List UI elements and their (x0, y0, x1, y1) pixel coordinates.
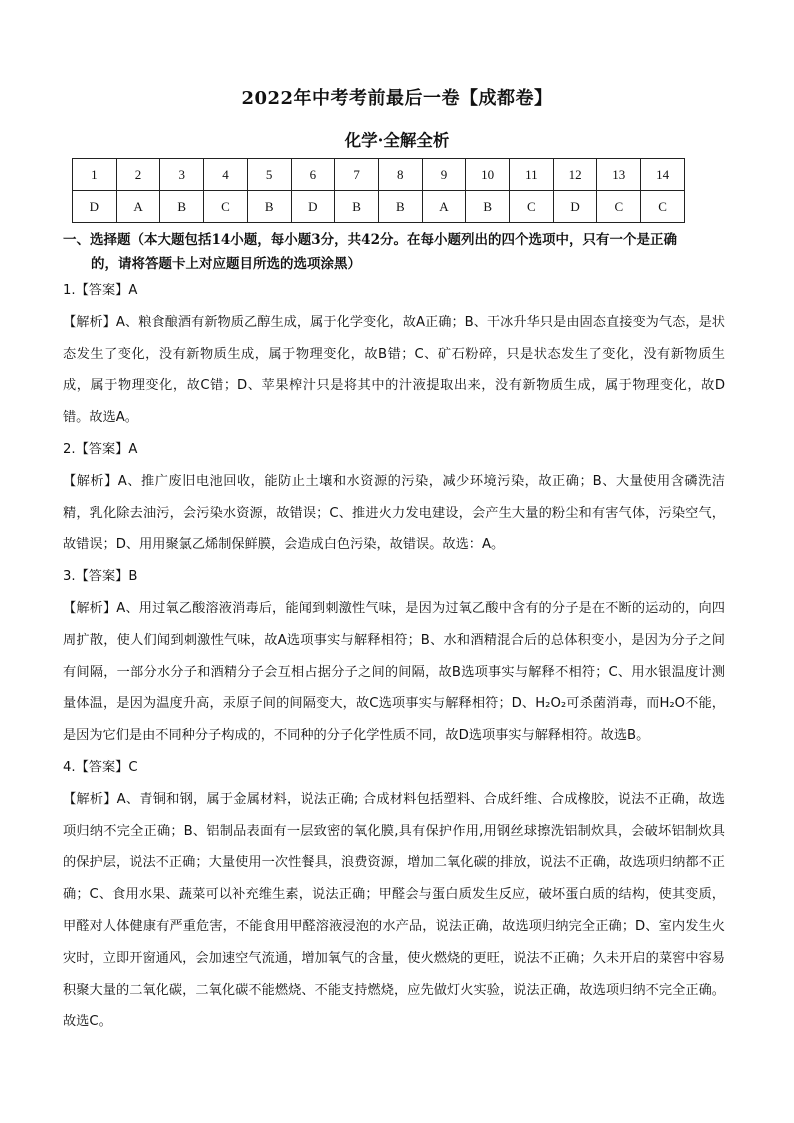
section-heading-line2: 的，请将答题卡上对应题目所选的选项涂黑） (91, 256, 361, 272)
solution-block (63, 752, 725, 1038)
question-number: 10 (466, 159, 510, 191)
answer-letter: C (597, 191, 641, 223)
explanation-text: 【解析】A、青铜和钢，属于金属材料，说法正确; 合成材料包括塑料、合成纤维、合成橡胶，说法不正确，故选项归纳不完全正确；B、铝制品表面有一层致密的氧化膜,具有保护作用,用钢丝球擦洗铝制炊具，会破坏铝制炊具的保护层，说法不正确；大量使用一次性餐具，浪费资源，增加二氧化碳的排放，说法不正确，故选项归纳都不正确；C、食用水果、蔬菜可以补充维生素，说法正确；甲醛会与蛋白质发生反应，破坏蛋白质的结构，使其变质，甲醛对人体健康有严重危害，不能食用甲醛溶液浸泡的水产品，说法正确，故选项归纳完全正确；D、室内发生火灾时，立即开窗通风，会加速空气流通，增加氧气的含量，使火燃烧的更旺，说法不正确；久未开启的菜窖中容易积聚大量的二氧化碳，二氧化碳不能燃烧、不能支持燃烧，应先做灯火实验，说法正确，故选项归纳不完全正确。故选C。 (63, 791, 725, 1030)
answer-key-number-row (73, 159, 685, 191)
answer-key-answer-row (73, 191, 685, 223)
question-number: 9 (422, 159, 466, 191)
question-number: 8 (378, 159, 422, 191)
solution-block (63, 561, 725, 752)
answer-letter: D (553, 191, 597, 223)
solution-block (63, 275, 725, 434)
answer-letter: B (378, 191, 422, 223)
answer-label: 2.【答案】A (63, 441, 138, 457)
explanation-text: 【解析】A、粮食酿酒有新物质乙醇生成，属于化学变化，故A正确；B、干冰升华只是由固态直接变为气态，是状态发生了变化，没有新物质生成，属于物理变化，故B错；C、矿石粉碎，只是状态发生了变化，没有新物质生成，属于物理变化，故C错；D、苹果榨汁只是将其中的汁液提取出来，没有新物质生成，属于物理变化，故D错。故选A。 (63, 314, 725, 426)
page-subtitle: 化学·全解全析 (344, 131, 450, 150)
question-number: 1 (73, 159, 117, 191)
answer-label: 3.【答案】B (63, 569, 138, 585)
answer-letter: D (291, 191, 335, 223)
question-number: 4 (204, 159, 248, 191)
answer-label: 1.【答案】A (63, 283, 138, 298)
answer-letter: C (510, 191, 554, 223)
question-number: 13 (597, 159, 641, 191)
answer-letter: B (247, 191, 291, 223)
question-number: 7 (335, 159, 379, 191)
answer-label: 4.【答案】C (63, 759, 138, 775)
explanation-text: 【解析】A、推广废旧电池回收，能防止土壤和水资源的污染，减少环境污染，故正确；B、大量使用含磷洗洁精，乳化除去油污，会污染水资源，故错误；C、推进火力发电建设，会产生大量的粉尘和有害气体，污染空气，故错误；D、用用聚氯乙烯制保鲜膜，会造成白色污染，故错误。故选：A。 (63, 473, 725, 553)
question-number: 2 (116, 159, 160, 191)
answer-letter: B (466, 191, 510, 223)
answer-key-table (72, 158, 685, 223)
answer-letter: D (73, 191, 117, 223)
answer-letter: A (422, 191, 466, 223)
question-number: 3 (160, 159, 204, 191)
answer-letter: C (204, 191, 248, 223)
answer-letter: A (116, 191, 160, 223)
question-number: 11 (510, 159, 554, 191)
answer-letter: B (160, 191, 204, 223)
section-heading (63, 228, 723, 276)
answer-letter: C (641, 191, 685, 223)
solution-block (63, 434, 725, 561)
question-number: 12 (553, 159, 597, 191)
section-heading-line1: 一、选择题（本大题包括14小题，每小题3分，共42分。在每小题列出的四个选项中，只有一个是正确 (63, 232, 677, 248)
answer-letter: B (335, 191, 379, 223)
solutions-body (63, 275, 725, 1038)
question-number: 5 (247, 159, 291, 191)
question-number: 6 (291, 159, 335, 191)
question-number: 14 (641, 159, 685, 191)
page-title: 2022年中考考前最后一卷【成都卷】 (241, 88, 553, 109)
explanation-text: 【解析】A、用过氧乙酸溶液消毒后，能闻到刺激性气味，是因为过氧乙酸中含有的分子是在不断的运动的，向四周扩散，使人们闻到刺激性气味，故A选项事实与解释相符；B、水和酒精混合后的总体积变小，是因为分子之间有间隔，一部分水分子和酒精分子会互相占据分子之间的间隔，故B选项事实与解释不相符；C、用水银温度计测量体温，是因为温度升高，汞原子间的间隔变大，故C选项事实与解释相符；D、H₂O₂可杀菌消毒，而H₂O不能，是因为它们是由不同种分子构成的，不同种的分子化学性质不同，故D选项事实与解释相符。故选B。 (63, 600, 725, 744)
